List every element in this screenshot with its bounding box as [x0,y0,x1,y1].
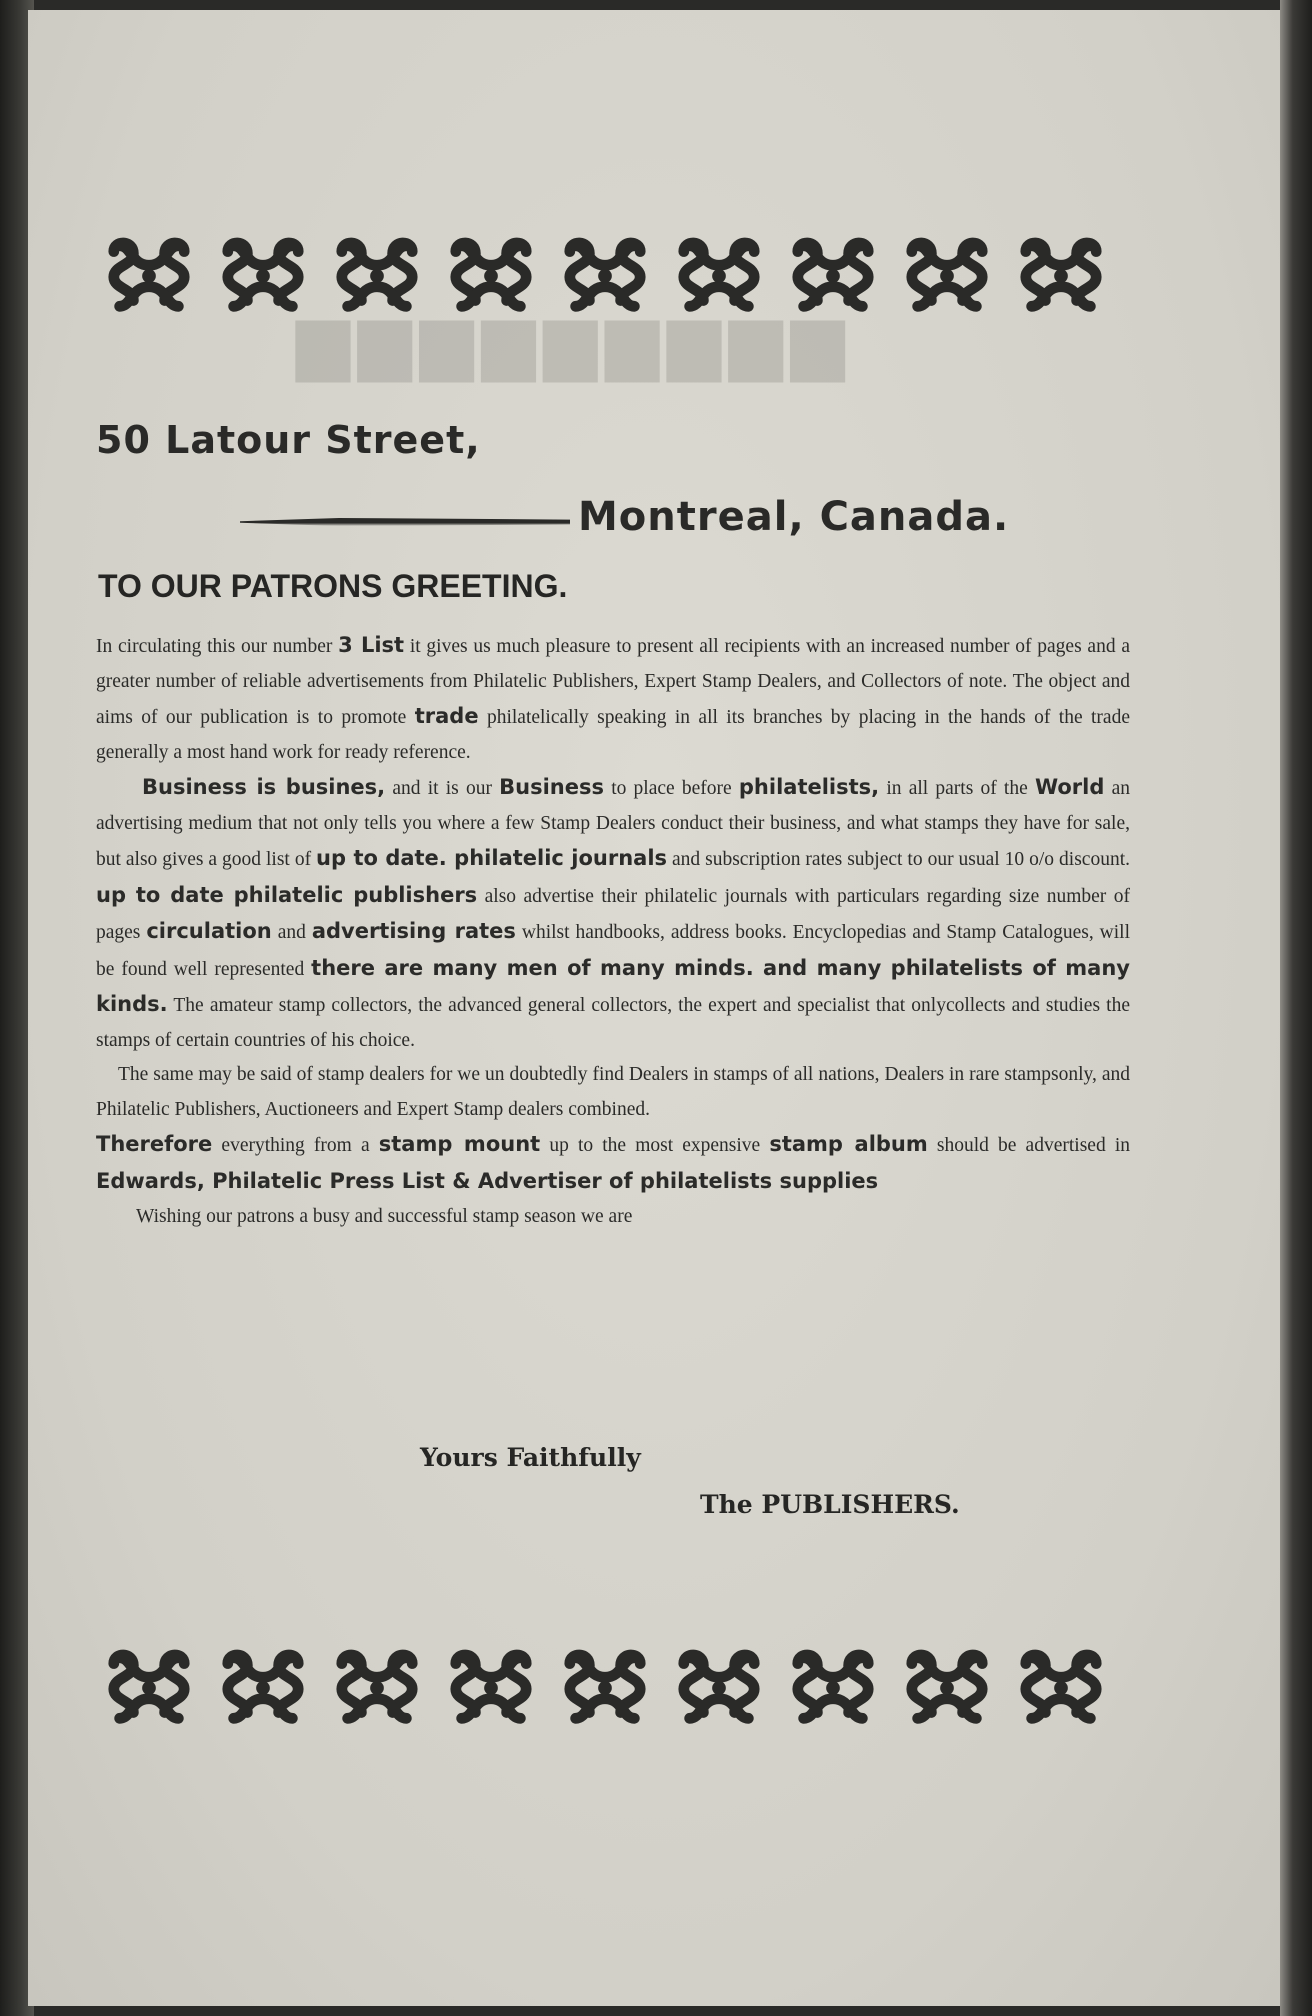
paragraph-therefore: Therefore everything from a stamp mount up to the most expensive stamp album should be advertised in Edwards, Philatelic Press List & Advertiser of philatelists supplies [96,1132,1130,1193]
paragraph-intro: In circulating this our number 3 List it gives us much pleasure to present all recipients with an increased number of pages and a greater number of reliable advertisements from Philatelic Publishers, Expert Stamp Dealers, and Collectors of note. The object and aims of our publication is to promote trade philatelically speaking in all its branches by placing in the hands of the trade generally a most hand work for ready reference. [96,633,1130,763]
signoff-signature: The PUBLISHERS. [700,1490,960,1519]
paragraph-dealers: The same may be said of stamp dealers for we un doubtedly find Dealers in stamps of all nations, Dealers in rare stampsonly, and Philatelic Publishers, Auctioneers and Expert Stamp dealers combined. [96,1064,1130,1120]
knot-ornament-icon [898,232,996,320]
address-city: Montreal, Canada. [578,494,1010,540]
address-street: 50 Latour Street, [96,418,481,462]
bleed-through-shape: ▆▆▆▆▆▆▆▆▆ [288,300,845,382]
knot-ornament-icon [784,1644,882,1732]
knot-ornament-icon [1012,232,1110,320]
letter-body [96,628,1130,1235]
signoff-closing: Yours Faithfully [420,1443,641,1472]
knot-ornament-icon [214,1644,312,1732]
ornament-border-top [100,228,1110,324]
knot-ornament-icon [556,232,654,320]
knot-ornament-icon [100,232,198,320]
knot-ornament-icon [100,1644,198,1732]
knot-ornament-icon [670,1644,768,1732]
page-edge [1280,0,1312,2016]
knot-ornament-icon [328,232,426,320]
knot-ornament-icon [328,1644,426,1732]
knot-ornament-icon [214,232,312,320]
knot-ornament-icon [442,232,540,320]
ornament-border-bottom [100,1640,1110,1736]
knot-ornament-icon [670,232,768,320]
knot-ornament-icon [1012,1644,1110,1732]
greeting-heading: TO OUR PATRONS GREETING. [98,568,568,604]
knot-ornament-icon [556,1644,654,1732]
paragraph-business: Business is busines, and it is our Business to place before philatelists, in all parts of the World an advertising medium that not only tells you where a few Stamp Dealers conduct their business, and what stamps they have for sale, but also gives a good list of up to date. philatelic journals and subscription rates subject to our usual 10 o/o discount. up to date philatelic publishers also advertise their philatelic journals with particulars regarding size number of pages circulation and advertising rates whilst handbooks, address books. Encyclopedias and Stamp Catalogues, will be found well represented there are many men of many minds. and many philatelists of many kinds. The amateur stamp collectors, the advanced general collectors, the expert and specialist that onlycollects and studies the stamps of certain countries of his choice. [96,775,1131,1051]
paragraph-wishing: Wishing our patrons a busy and successful stamp season we are [136,1206,633,1227]
knot-ornament-icon [784,232,882,320]
knot-ornament-icon [898,1644,996,1732]
knot-ornament-icon [442,1644,540,1732]
